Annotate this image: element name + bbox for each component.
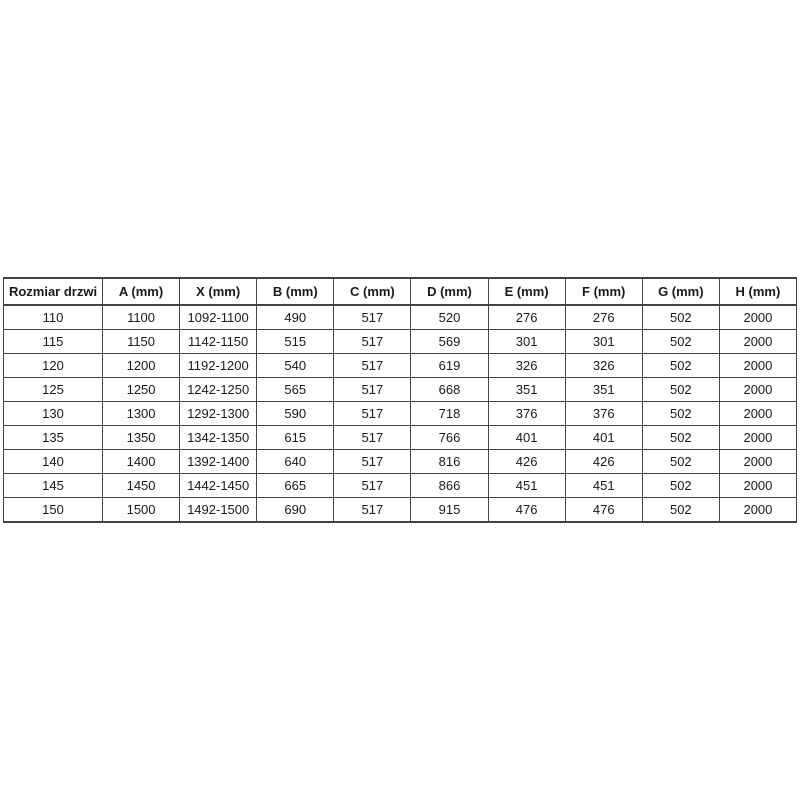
table-cell: 1392-1400 bbox=[180, 450, 257, 474]
header-cell-g-mm: G (mm) bbox=[642, 278, 719, 305]
table-cell: 135 bbox=[4, 426, 103, 450]
header-cell-b-mm: B (mm) bbox=[257, 278, 334, 305]
table-cell: 915 bbox=[411, 498, 488, 523]
header-cell-d-mm: D (mm) bbox=[411, 278, 488, 305]
table-cell: 426 bbox=[488, 450, 565, 474]
table-cell: 145 bbox=[4, 474, 103, 498]
table-cell: 1100 bbox=[103, 305, 180, 330]
table-cell: 351 bbox=[488, 378, 565, 402]
table-cell: 502 bbox=[642, 305, 719, 330]
table-cell: 540 bbox=[257, 354, 334, 378]
table-cell: 115 bbox=[4, 330, 103, 354]
table-cell: 502 bbox=[642, 474, 719, 498]
table-cell: 668 bbox=[411, 378, 488, 402]
table-cell: 326 bbox=[565, 354, 642, 378]
table-cell: 766 bbox=[411, 426, 488, 450]
table-cell: 517 bbox=[334, 354, 411, 378]
table-cell: 517 bbox=[334, 305, 411, 330]
door-size-table bbox=[3, 277, 797, 523]
table-cell: 517 bbox=[334, 426, 411, 450]
table-cell: 2000 bbox=[719, 378, 796, 402]
table-cell: 502 bbox=[642, 378, 719, 402]
table-cell: 1242-1250 bbox=[180, 378, 257, 402]
table-cell: 517 bbox=[334, 474, 411, 498]
table-cell: 569 bbox=[411, 330, 488, 354]
table-cell: 150 bbox=[4, 498, 103, 523]
table-cell: 690 bbox=[257, 498, 334, 523]
table-header-row bbox=[4, 278, 797, 305]
table-cell: 1450 bbox=[103, 474, 180, 498]
table-cell: 866 bbox=[411, 474, 488, 498]
table-cell: 665 bbox=[257, 474, 334, 498]
table-cell: 140 bbox=[4, 450, 103, 474]
table-cell: 718 bbox=[411, 402, 488, 426]
table-cell: 276 bbox=[565, 305, 642, 330]
table-cell: 1292-1300 bbox=[180, 402, 257, 426]
table-cell: 110 bbox=[4, 305, 103, 330]
table-cell: 502 bbox=[642, 402, 719, 426]
table-cell: 401 bbox=[565, 426, 642, 450]
header-cell-rozmiar-drzwi: Rozmiar drzwi bbox=[4, 278, 103, 305]
table-cell: 2000 bbox=[719, 450, 796, 474]
table-cell: 1300 bbox=[103, 402, 180, 426]
table-row bbox=[4, 426, 797, 450]
table-cell: 1400 bbox=[103, 450, 180, 474]
table-row bbox=[4, 402, 797, 426]
table-row bbox=[4, 378, 797, 402]
table-cell: 2000 bbox=[719, 498, 796, 523]
table-cell: 2000 bbox=[719, 330, 796, 354]
table-body bbox=[4, 305, 797, 522]
table-cell: 125 bbox=[4, 378, 103, 402]
table-cell: 517 bbox=[334, 402, 411, 426]
header-cell-f-mm: F (mm) bbox=[565, 278, 642, 305]
table-header bbox=[4, 278, 797, 305]
table-cell: 376 bbox=[488, 402, 565, 426]
table-cell: 517 bbox=[334, 378, 411, 402]
table-cell: 476 bbox=[565, 498, 642, 523]
table-cell: 276 bbox=[488, 305, 565, 330]
table-cell: 120 bbox=[4, 354, 103, 378]
table-row bbox=[4, 474, 797, 498]
table-cell: 517 bbox=[334, 450, 411, 474]
table-cell: 1092-1100 bbox=[180, 305, 257, 330]
table-cell: 502 bbox=[642, 498, 719, 523]
table-cell: 1142-1150 bbox=[180, 330, 257, 354]
header-cell-x-mm: X (mm) bbox=[180, 278, 257, 305]
header-cell-h-mm: H (mm) bbox=[719, 278, 796, 305]
table-cell: 2000 bbox=[719, 402, 796, 426]
table-cell: 476 bbox=[488, 498, 565, 523]
table-cell: 490 bbox=[257, 305, 334, 330]
table-row bbox=[4, 305, 797, 330]
header-cell-c-mm: C (mm) bbox=[334, 278, 411, 305]
table-cell: 1492-1500 bbox=[180, 498, 257, 523]
table-cell: 590 bbox=[257, 402, 334, 426]
table-cell: 2000 bbox=[719, 305, 796, 330]
table-cell: 451 bbox=[488, 474, 565, 498]
table-row bbox=[4, 354, 797, 378]
table-cell: 351 bbox=[565, 378, 642, 402]
table-cell: 502 bbox=[642, 354, 719, 378]
header-cell-a-mm: A (mm) bbox=[103, 278, 180, 305]
table-cell: 615 bbox=[257, 426, 334, 450]
table-cell: 326 bbox=[488, 354, 565, 378]
table-cell: 502 bbox=[642, 426, 719, 450]
table-cell: 2000 bbox=[719, 426, 796, 450]
table-cell: 1250 bbox=[103, 378, 180, 402]
table-cell: 515 bbox=[257, 330, 334, 354]
table-cell: 1500 bbox=[103, 498, 180, 523]
table-cell: 301 bbox=[488, 330, 565, 354]
table-cell: 401 bbox=[488, 426, 565, 450]
table-cell: 502 bbox=[642, 450, 719, 474]
header-cell-e-mm: E (mm) bbox=[488, 278, 565, 305]
door-size-table-container bbox=[3, 277, 797, 523]
table-cell: 1192-1200 bbox=[180, 354, 257, 378]
table-cell: 640 bbox=[257, 450, 334, 474]
table-cell: 517 bbox=[334, 498, 411, 523]
table-cell: 1442-1450 bbox=[180, 474, 257, 498]
table-cell: 301 bbox=[565, 330, 642, 354]
table-row bbox=[4, 498, 797, 523]
table-cell: 1350 bbox=[103, 426, 180, 450]
table-cell: 130 bbox=[4, 402, 103, 426]
table-cell: 451 bbox=[565, 474, 642, 498]
table-cell: 376 bbox=[565, 402, 642, 426]
table-cell: 1342-1350 bbox=[180, 426, 257, 450]
table-cell: 2000 bbox=[719, 474, 796, 498]
table-cell: 816 bbox=[411, 450, 488, 474]
table-cell: 517 bbox=[334, 330, 411, 354]
table-cell: 520 bbox=[411, 305, 488, 330]
table-cell: 565 bbox=[257, 378, 334, 402]
table-cell: 1150 bbox=[103, 330, 180, 354]
table-cell: 1200 bbox=[103, 354, 180, 378]
table-cell: 502 bbox=[642, 330, 719, 354]
table-row bbox=[4, 450, 797, 474]
table-row bbox=[4, 330, 797, 354]
table-cell: 2000 bbox=[719, 354, 796, 378]
table-cell: 426 bbox=[565, 450, 642, 474]
table-cell: 619 bbox=[411, 354, 488, 378]
